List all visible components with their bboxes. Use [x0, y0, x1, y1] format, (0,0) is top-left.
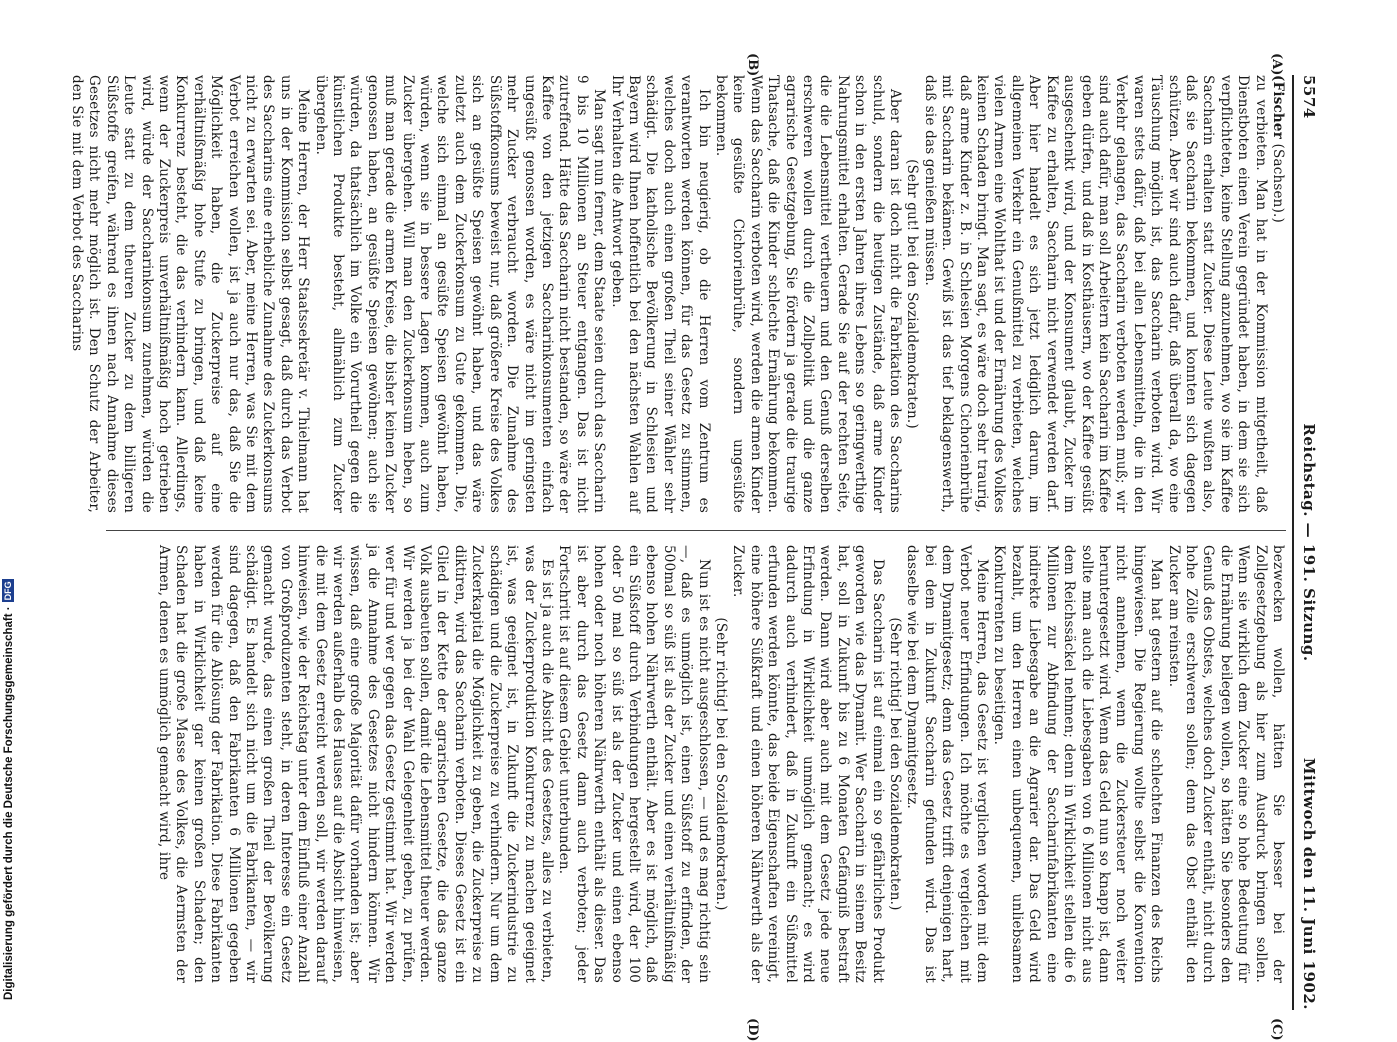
left-column — [68, 75, 1286, 513]
speaker-line — [1269, 75, 1286, 513]
speaker-suffix: (Sachsen).) — [1270, 143, 1286, 224]
dfg-logo: DFG — [3, 581, 13, 601]
interjection: (Sehr richtig! bei den Sozialdemokraten.) — [887, 617, 904, 911]
digitization-credit — [2, 581, 18, 1000]
margin-marker-b: (B) — [745, 53, 760, 77]
credit-text: Digitalisierung gefördert durch die Deutsche Forschungsgemeinschaft · — [3, 606, 15, 1000]
paragraph: bezwecken wollen, hätten Sie besser bei der Zollgesetzgebung als hier zum Ausdruck bringen sollen. Wenn sie wirklich dem Zucker eine so hohe Bedeutung für die Ernährung beilegen wollen, so hätten Sie besonders den Genuß des Obstes, welches doch Zucker enthält, nicht durch hohe Zölle erschweren sollen; denn das Obst enthält den Zucker am reinsten. — [1165, 545, 1286, 983]
right-column — [106, 545, 1286, 983]
page-title: Reichstag. — 191. Sitzung. — [1300, 423, 1318, 662]
paragraph: Man sagt nun ferner, dem Staate seien durch das Saccharin 9 bis 10 Millionen an Steuer entgangen. Das ist nicht zutreffend. Hätte das Saccharin nicht bestanden, so wäre der Kaffee von den jetzigen Saccharinkonsumenten einfach ungesüßt genossen worden, es wäre nicht im geringsten mehr Zucker verbraucht worden. Die Zunahme des Süßstoffkonsums beweist nur, daß größere Kreise des Volkes sich an gesüßte Speisen gewöhnt haben, und das wäre zuletzt auch dem Zuckerkonsum zu Gute gekommen. Die, welche sich einmal an gesüßte Speisen gewöhnt haben, würden, wenn sie in bessere Lagen kommen, auch zum Zucker übergehen. Will man den Zuckerkonsum heben, so muß man gerade die armen Kreise, die bisher keinen Zucker genossen haben, an gesüßte Speisen gewöhnen; auch sie würden, da thatsächlich im Volke ein Vorurtheil gegen die künstlichen Produkte besteht, allmählich zum Zucker übergehen. — [312, 75, 608, 513]
margin-marker-a: (A) — [1269, 53, 1284, 76]
interjection: (Sehr richtig! bei den Sozialdemokraten.) — [713, 617, 729, 911]
margin-marker-d: (D) — [745, 1018, 760, 1042]
header-rule — [1292, 75, 1294, 1010]
paragraph: Ich bin neugierig, ob die Herren vom Zentrum es verantworten werden können, für das Gesetz zu stimmen, welches doch auch einen großen Theil seiner Wähler sehr schädigt. Die katholische Bevölkerung in Schlesien und Bayern wird Ihnen hoffentlich bei den nächsten Wahlen auf Ihr Verhalten die Antwort geben. — [608, 75, 712, 513]
paragraph: Meine Herren, der Herr Staatssekretär v. Thielmann hat uns in der Kommission selbst gesagt, daß durch das Verbot des Saccharins eine erhebliche Zunahme des Zuckerkonsums nicht zu erwarten sei. Aber, meine Herren, was Sie mit dem Verbot erreichen wollen, ist ja auch nur das, daß Sie die Möglichkeit haben, die Zuckerpreise auf eine verhältnißmäßig hohe Stufe zu bringen, und daß keine Konkurrenz besteht, die das verhindern kann. Allerdings, wenn der Zuckerpreis unverhältnißmäßig hoch getrieben wird, würde der Saccharinkonsum zunehmen, würden die Leute statt zu dem theuren Zucker zu dem billigeren Süßstoffe greifen, während es ihnen nach Annahme dieses Gesetzes nicht mehr möglich ist. Den Schutz der Arbeiter, den Sie mit dem Verbot des Saccharins — [68, 75, 312, 513]
session-date: Mittwoch den 11. Juni 1902. — [1300, 757, 1318, 1010]
interjection: (Sehr gut! bei den Sozialdemokraten.) — [904, 159, 921, 429]
paragraph: zu verbieten. Man hat in der Kommission mitgetheilt, daß Dienstboten einen Verein gegründet haben, in dem sie sich verpflichteten, keine Stellung anzunehmen, wo sie im Kaffee Saccharin erhalten statt Zucker. Diese Leute wußten also, daß sie Saccharin bekommen, und konnten sich dagegen schützen. Aber wir sind auch dafür, daß überall da, wo eine Täuschung möglich ist, das Saccharin verboten wird. Wir waren stets dafür, daß bei allen Lebensmitteln, die in den Verkehr gelangen, das Saccharin verboten werden muß; wir sind auch dafür, man soll Arbeitern kein Saccharin im Kaffee geben dürfen, und daß in Kosthäusern, wo der Kaffee gesüßt ausgeschenkt wird, und der Konsument glaubt, Zucker im Kaffee zu erhalten, Saccharin nicht verwendet werden darf. Aber hier handelt es sich jetzt lediglich darum, im allgemeinen Verkehr ein Genußmittel zu verbieten, welches vielen Armen eine Wohlthat ist und der Ernährung des Volkes keinen Schaden bringt. Man sagt, es wäre doch sehr traurig, daß arme Kinder z. B. in Schlesien Morgens Cichorienbrühe mit Saccharin bekämen. Gewiß ist das tief beklagenswerth, daß sie das genießen müssen. — [921, 75, 1269, 513]
margin-marker-c: (C) — [1269, 1018, 1284, 1041]
paragraph: Das Saccharin ist auf einmal ein so gefährliches Produkt geworden wie das Dynamit. Wer Saccharin in seinem Besitz hat, soll in Zukunft bis zu 6 Monaten Gefängniß bestraft werden. Dann wird aber auch mit dem Gesetz jede neue Erfindung in Wirklichkeit unmöglich gemacht; es wird dadurch auch verhindert, daß in Zukunft ein Süßmittel erfunden werden könnte, das beide Eigenschaften vereinigt, eine höhere Süßkraft und einen höheren Nährwerth als der Zucker. — [730, 545, 886, 983]
column-divider — [106, 530, 1286, 531]
document-page — [68, 53, 1320, 1042]
page-header — [1294, 75, 1320, 1010]
paragraph: Meine Herren, das Gesetz ist verglichen worden mit dem Verbot neuer Erfindungen. Ich möchte es vergleichen mit dem Dynamitgesetz; denn das Gesetz trifft denjenigen hart, bei dem in Zukunft Saccharin gefunden wird. Das ist dasselbe wie bei dem Dynamitgesetz. — [904, 545, 991, 983]
paragraph: Aber daran ist doch nicht die Fabrikation des Saccharins schuld, sondern die heutigen Zustände, daß arme Kinder schon in den ersten Jahren ihres Lebens so geringwerthige Nahrungsmittel erhalten. Gerade Sie auf der rechten Seite, die die Lebensmittel vertheuern und den Genuß derselben erschweren wollen durch die Zollpolitik und die ganze agrarische Gesetzgebung, Sie fördern ja gerade die traurige Thatsache, daß die Kinder schlechte Ernährung bekommen. Wenn das Saccharin verboten wird, werden die armen Kinder keine gesüßte Cichorienbrühe, sondern ungesüßte bekommen. — [713, 75, 904, 513]
paragraph: Es ist ja auch die Absicht des Gesetzes, alles zu verbieten, was der Zuckerproduktion Konkurrenz zu machen geeignet ist, was geeignet ist, in Zukunft die Zuckerindustrie zu schädigen und die Zuckerpreise zu verhindern. Nur um dem Zuckerkapital die Möglichkeit zu geben, die Zuckerpreise zu diktiren, wird das Saccharin verboten. Dieses Gesetz ist ein Glied in der Kette der agrarischen Gesetze, die das ganze Volk ausbeuten sollen, damit die Lebensmittel theuer werden. Wir werden ja bei der Wahl Gelegenheit geben, zu prüfen, wer für und wer gegen das Gesetz gestimmt hat. Wir werden ja die Annahme des Gesetzes nicht hindern können. Wir wissen, daß eine große Majorität dafür vorhanden ist; aber wir werden außerhalb des Hauses auf die Absicht hinweisen, die mit dem Gesetz erreicht werden soll, wir werden darauf hinweisen, wie der Reichstag unter dem Einfluß einer Anzahl von Großproduzenten steht, in deren Interesse ein Gesetz gemacht wurde, das einen großen Theil der Bevölkerung schädigt. Es handelt sich nicht um die Fabrikanten, — wir sind dagegen, daß den Fabrikanten 6 Millionen gegeben werden für die Ablösung der Fabrikation. Diese Fabrikanten haben in Wirklichkeit gar keinen großen Schaden; den Schaden hat die große Masse des Volkes, die Aermsten der Armen, denen es unmöglich gemacht wird, ihre — [156, 545, 555, 983]
paragraph: Man hat gestern auf die schlechten Finanzen des Reichs hingewiesen. Die Regierung wollte selbst die Konvention nicht annehmen, wenn die Zuckersteuer noch weiter heruntergesetzt wird. Wenn das Geld nun so knapp ist, dann sollte man auch die Liebesgaben von 6 Millionen nicht aus dem Reichssäckel nehmen; denn in Wirklichkeit stellen die 6 Millionen zur Abfindung der Saccharinfabrikanten eine indirekte Liebesgabe an die Agrarier dar. Das Geld wird bezahlt, um den Herren einen unbequemen, unliebsamen Konkurrenten zu beseitigen. — [991, 545, 1165, 983]
page-number: 5574 — [1300, 75, 1318, 119]
paragraph: Nun ist es nicht ausgeschlossen, — und es mag richtig sein —, daß es unmöglich ist, einen Süßstoff zu erfinden, der 500mal so süß ist als der Zucker und einen verhältnißmäßig ebenso hohen Nährwerth enthält. Aber es ist möglich, daß ein Süßstoff durch Verbindungen hergestellt wird, der 100 oder 50 mal so süß ist als der Zucker und einen ebenso hohen oder noch höheren Nährwerth enthält als dieser. Das ist aber durch das Gesetz dann auch verboten; jeder Fortschritt ist auf diesem Gebiet unterbunden. — [556, 545, 712, 983]
speaker-name: (Fischer — [1270, 75, 1286, 140]
